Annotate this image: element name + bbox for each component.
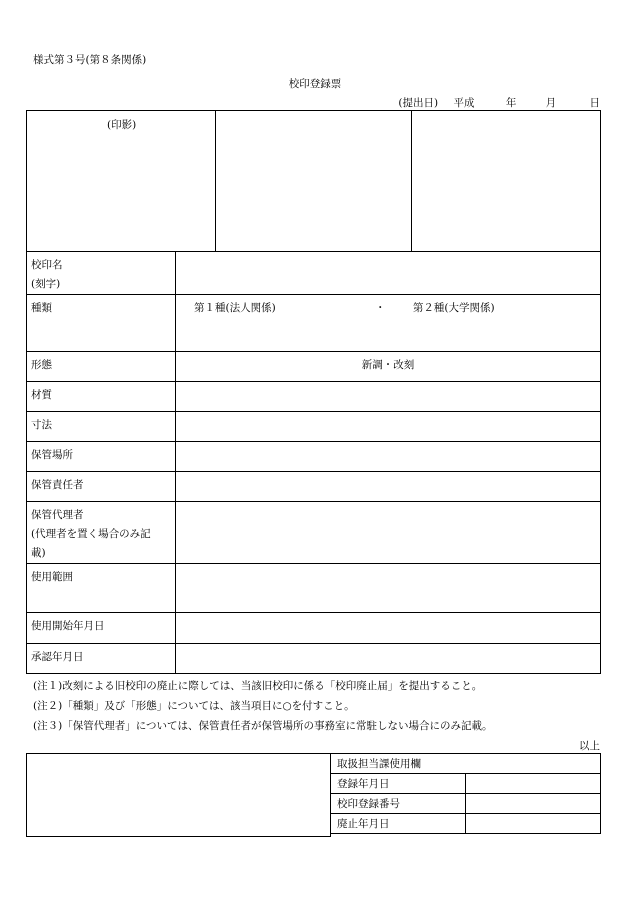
- seal-impression-box[interactable]: [26, 110, 601, 252]
- table-row: [27, 502, 601, 564]
- registration-table: [26, 251, 601, 674]
- form-style-label: 形態: [27, 352, 176, 382]
- form-number-label: 様式第３号(第８条関係): [33, 54, 147, 66]
- note-2: (注２)「種類」及び「形態」については、該当項目に○を付すこと。: [33, 700, 355, 712]
- table-row: [331, 754, 601, 774]
- submission-era: 平成: [453, 97, 475, 109]
- table-row: [331, 774, 601, 794]
- table-row: [27, 412, 601, 442]
- abolition-date-label: 廃止年月日: [331, 814, 466, 834]
- submission-month: 月: [545, 97, 557, 109]
- table-row: [27, 442, 601, 472]
- office-use-blank-box[interactable]: [26, 753, 331, 837]
- table-row: [27, 252, 601, 295]
- table-row: [27, 352, 601, 382]
- seal-name-label: 校印名 (刻字): [27, 252, 176, 295]
- storage-location-field[interactable]: [176, 442, 601, 472]
- seal-divider-1: [215, 111, 216, 251]
- approval-date-label: 承認年月日: [27, 644, 176, 674]
- seal-divider-2: [411, 111, 412, 251]
- type-option-1[interactable]: 第１種(法人関係): [194, 302, 276, 314]
- table-row: [331, 794, 601, 814]
- material-field[interactable]: [176, 382, 601, 412]
- table-row: [331, 814, 601, 834]
- submission-day: 日: [589, 97, 600, 109]
- registration-date-label: 登録年月日: [331, 774, 466, 794]
- table-row: [27, 564, 601, 613]
- usage-start-date-label: 使用開始年月日: [27, 613, 176, 644]
- type-field[interactable]: [176, 295, 601, 352]
- type-option-2[interactable]: 第２種(大学関係): [412, 302, 495, 314]
- table-row: [27, 472, 601, 502]
- size-label: 寸法: [27, 412, 176, 442]
- table-row: [27, 613, 601, 644]
- deputy-custodian-field[interactable]: [176, 502, 601, 564]
- end-mark: 以上: [579, 740, 600, 752]
- seal-name-field[interactable]: [176, 252, 601, 295]
- table-row: [27, 382, 601, 412]
- registration-number-field[interactable]: [466, 794, 601, 814]
- approval-date-field[interactable]: [176, 644, 601, 674]
- usage-start-date-field[interactable]: [176, 613, 601, 644]
- usage-scope-label: 使用範囲: [27, 564, 176, 613]
- seal-impression-label: (印影): [107, 119, 137, 131]
- storage-location-label: 保管場所: [27, 442, 176, 472]
- material-label: 材質: [27, 382, 176, 412]
- submission-date-label: (提出日): [398, 97, 439, 109]
- custodian-field[interactable]: [176, 472, 601, 502]
- size-field[interactable]: [176, 412, 601, 442]
- table-row: [27, 644, 601, 674]
- custodian-label: 保管責任者: [27, 472, 176, 502]
- registration-number-label: 校印登録番号: [331, 794, 466, 814]
- type-separator: ・: [375, 302, 386, 314]
- page-title: 校印登録票: [288, 78, 342, 90]
- submission-year: 年: [505, 97, 517, 109]
- form-style-field[interactable]: 新調・改刻: [176, 352, 601, 382]
- note-1: (注１)改刻による旧校印の廃止に際しては、当該旧校印に係る「校印廃止届」を提出すること。: [33, 680, 483, 692]
- usage-scope-field[interactable]: [176, 564, 601, 613]
- submission-date-row: [398, 95, 600, 110]
- office-use-table: [330, 753, 601, 834]
- deputy-custodian-label: 保管代理者 (代理者を置く場合のみ記 載): [27, 502, 176, 564]
- registration-date-field[interactable]: [466, 774, 601, 794]
- office-use-header: 取扱担当課使用欄: [331, 754, 601, 774]
- table-row: [27, 295, 601, 352]
- abolition-date-field[interactable]: [466, 814, 601, 834]
- note-3: (注３)「保管代理者」については、保管責任者が保管場所の事務室に常駐しない場合にのみ記載。: [33, 720, 493, 732]
- type-label: 種類: [27, 295, 176, 352]
